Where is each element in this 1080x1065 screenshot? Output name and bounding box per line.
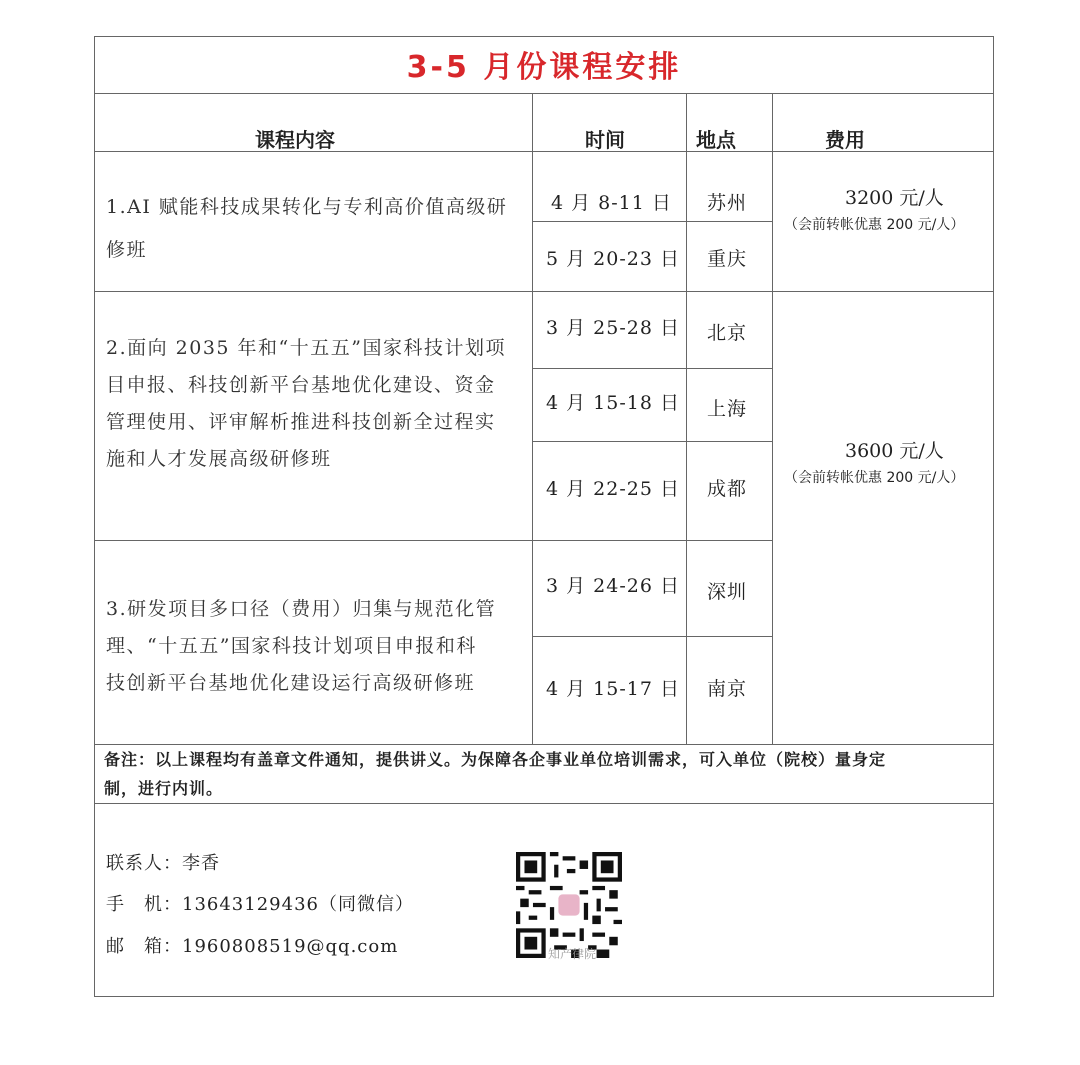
divider xyxy=(532,441,772,442)
course-2-session-2-city: 上海 xyxy=(707,398,748,420)
course-3-description xyxy=(106,591,496,702)
course-2-line-3: 管理使用、评审解析推进科技创新全过程实 xyxy=(106,411,496,433)
course-1-line-1: 1.AI 赋能科技成果转化与专利高价值高级研 xyxy=(106,196,508,218)
contact-person: 联系人：李香 xyxy=(106,853,220,874)
course-2-description xyxy=(106,330,506,478)
course-3-session-2-city: 南京 xyxy=(707,678,748,700)
course-2-session-1-city: 北京 xyxy=(707,322,748,344)
divider xyxy=(94,540,772,541)
course-2-session-2-date: 4 月 15-18 日 xyxy=(546,392,680,414)
course-2-line-4: 施和人才发展高级研修班 xyxy=(106,448,332,470)
course-3-session-1-city: 深圳 xyxy=(707,581,748,603)
course-1-session-2-city: 重庆 xyxy=(707,248,748,270)
course-2-line-2: 目申报、科技创新平台基地优化建设、资金 xyxy=(106,374,496,396)
course-2-session-3-date: 4 月 22-25 日 xyxy=(546,478,680,500)
course-1-session-1-date: 4 月 8-11 日 xyxy=(551,192,672,214)
course-3-line-2: 理、“十五五”国家科技计划项目申报和科 xyxy=(106,635,477,657)
course-1-line-2: 修班 xyxy=(106,239,148,261)
qr-code-image xyxy=(516,852,622,958)
divider xyxy=(532,221,772,222)
contact-phone: 手 机：13643129436（同微信） xyxy=(106,894,414,915)
divider xyxy=(532,636,772,637)
divider xyxy=(772,93,773,744)
contact-email: 邮 箱：1960808519@qq.com xyxy=(106,936,399,957)
divider xyxy=(94,93,994,94)
course-3-session-2-date: 4 月 15-17 日 xyxy=(546,678,680,700)
header-course: 课程内容 xyxy=(255,128,335,152)
remark-line-2: 制，进行内训。 xyxy=(104,779,224,798)
divider xyxy=(686,93,687,744)
course-1-description xyxy=(106,189,507,269)
course-2-session-1-date: 3 月 25-28 日 xyxy=(546,317,680,339)
header-time: 时间 xyxy=(585,128,625,152)
watermark-text: 知产律院 xyxy=(548,947,597,961)
page-title: 3-5 月份课程安排 xyxy=(406,50,682,85)
course-2-line-1: 2.面向 2035 年和“十五五”国家科技计划项 xyxy=(106,337,506,359)
divider xyxy=(94,803,994,804)
fee-2-price: 3600 元/人 xyxy=(845,440,944,462)
course-1-session-1-city: 苏州 xyxy=(707,192,748,214)
header-fee: 费用 xyxy=(825,128,865,152)
course-1-session-2-date: 5 月 20-23 日 xyxy=(546,248,680,270)
course-3-line-1: 3.研发项目多口径（费用）归集与规范化管 xyxy=(106,598,497,620)
divider xyxy=(532,368,772,369)
fee-1-note: （会前转帐优惠 200 元/人） xyxy=(784,217,965,233)
divider xyxy=(532,93,533,744)
course-2-session-3-city: 成都 xyxy=(707,478,748,500)
remark-line-1: 备注：以上课程均有盖章文件通知，提供讲义。为保障各企事业单位培训需求，可入单位（院校）量身定 xyxy=(104,750,887,769)
course-3-line-3: 技创新平台基地优化建设运行高级研修班 xyxy=(106,672,476,694)
remark xyxy=(104,745,988,803)
fee-1-price: 3200 元/人 xyxy=(845,187,944,209)
course-3-session-1-date: 3 月 24-26 日 xyxy=(546,575,680,597)
divider xyxy=(94,291,994,292)
header-place: 地点 xyxy=(696,128,736,152)
fee-2-note: （会前转帐优惠 200 元/人） xyxy=(784,470,965,486)
